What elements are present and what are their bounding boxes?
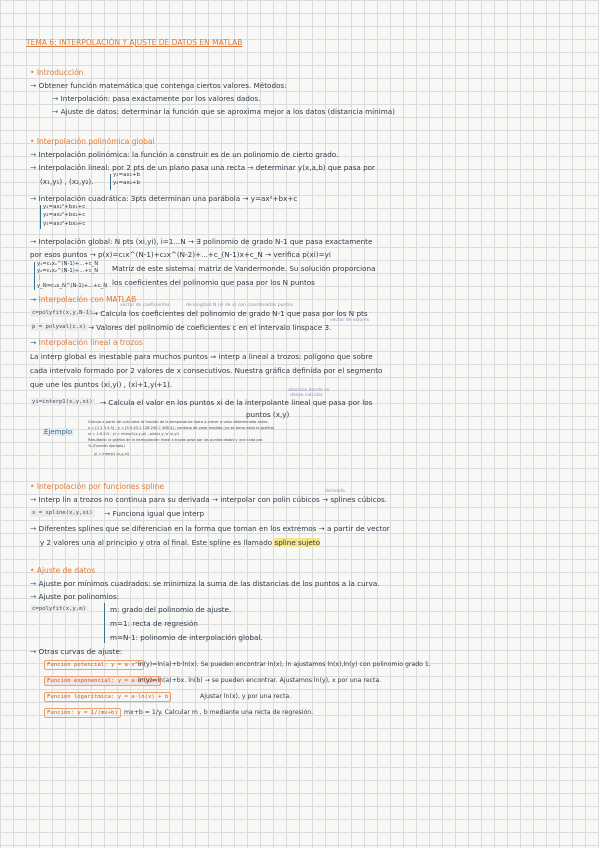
piecewise-line-2: cada intervalo formado por 2 valores de x consecutivos. Nuestra gráfica definida por el segmento: [30, 366, 383, 375]
code-interp1: yi=interp1(x,y,xi): [32, 399, 93, 405]
interp1-desc-2: puntos (x,y): [246, 410, 290, 419]
bullet-icon: •: [30, 482, 37, 491]
section-fit-heading: [30, 566, 95, 575]
system-3-eq-1: y₁=c₁x₁^(N-1)+...+c_N: [37, 261, 99, 267]
section-piecewise-heading: [30, 338, 143, 347]
annotation-length: de longitud N (el de x) con coordenadas puntos: [186, 303, 294, 308]
annotation-abscissa-1: abscisas donde se: [288, 388, 330, 393]
spline-line-1: [30, 495, 387, 504]
annotation-derivative: derivada: [325, 489, 345, 494]
code-polyfit: c=polyfit(x,y,N-1): [32, 310, 93, 316]
arrow-icon: →: [30, 163, 39, 172]
section-spline-title: Interpolación por funciones spline: [36, 482, 165, 491]
arrow-icon: →: [30, 524, 39, 533]
fit-line-1: [30, 579, 380, 588]
arrow-icon: →: [52, 94, 61, 103]
code-polyfit-m: c=polyfit(x,y,m): [32, 606, 86, 612]
spline-line-2-text: Funciona igual que interp: [112, 509, 205, 518]
fit-line-2-text: Ajuste por polinomios:: [38, 592, 120, 601]
fit-line-1-text: Ajuste por mínimos cuadrados: se minimiza la suma de las distancias de los puntos a la curva.: [38, 579, 380, 588]
system-2-eq-1: y₁=ax₁²+bx₁+c: [43, 204, 86, 210]
intro-line-1-text: Obtener función matemática que contenga ciertos valores. Métodos:: [38, 81, 287, 90]
intro-line-1: [30, 81, 287, 90]
section-global-title: Interpolación polinómica global: [36, 137, 155, 146]
fit-line-3-text: Otras curvas de ajuste:: [38, 647, 123, 656]
exponential-desc: ln(y)=ln(a)+bx. ln(b) → se pueden encontrar. Ajustamos ln(y), x por una recta.: [138, 677, 382, 684]
spline-line-3: [30, 524, 390, 533]
fit-line-3: [30, 647, 122, 656]
section-fit-title: Ajuste de datos: [36, 566, 96, 575]
arrow-icon: →: [104, 509, 113, 518]
arrow-icon: →: [30, 81, 39, 90]
intro-line-2-text: Interpolación: pasa exactamente por los valores dados.: [60, 94, 261, 103]
arrow-icon: →: [30, 150, 39, 159]
arrow-icon: →: [30, 592, 39, 601]
code-polyval: p = polyval(c,x): [32, 324, 86, 330]
code-spline: s = spline(x,y,xi): [32, 510, 93, 516]
arrow-icon: →: [30, 495, 39, 504]
polyval-desc: → Valores del polinomio de coeficientes c en el intervalo linspace 3.: [88, 323, 332, 332]
bullet-icon: •: [30, 68, 37, 77]
potential-desc: ln(y)=ln(a)+b·ln(x). Se pueden encontrar ln(x), ln ajustamos ln(x),ln(y) con polinomio grado 1.: [138, 661, 431, 668]
arrow-icon: →: [30, 295, 39, 304]
spline-line-1-text: Interp lin a trozos no continua para su derivada → interpolar con polin cúbicos → splines cúbicos.: [38, 495, 388, 504]
intro-line-2: [52, 94, 260, 103]
fit-m-3: m=N-1: polinomio de interpolación global.: [110, 633, 263, 642]
system-2-eq-2: y₂=ax₂²+bx₂+c: [43, 212, 86, 218]
code-logarithmic: Función logarítmica: y = a·ln(x) + b: [44, 692, 171, 702]
global-line-3: [30, 194, 297, 203]
reciprocal-desc: mx+b = 1/y. Calcular m , b mediante una recta de regresión.: [124, 709, 314, 716]
code-exponential: Función exponencial: y = a·e^(bx): [44, 676, 161, 686]
global-line-2b: (x₁,y₁) , (x₂,y₂).: [40, 177, 94, 186]
polyfit-desc: → Calcula los coeficientes del polinomio de grado N-1 que pasa por los N pts: [92, 309, 368, 318]
intro-line-3-text: Ajuste de datos: determinar la función que se aproxima mejor a los datos (distancia mínima): [60, 107, 395, 116]
global-line-4-text: Interpolación global: N pts (xi,yi), i=1...N → ∃ polinomio de grado N-1 que pasa exactamente: [38, 237, 373, 246]
piecewise-line-3: que une los puntos (xi,yi) , (xi+1,yi+1).: [30, 380, 173, 389]
piecewise-line-1: La interp global es inestable para muchos puntos ⇒ interp a lineal a trozos: polígono que sobre: [30, 352, 373, 361]
fit-line-2: [30, 592, 119, 601]
system-brace: [34, 262, 35, 290]
system-2-eq-3: y₃=ax₃²+bx₃+c: [43, 221, 86, 227]
arrow-icon: →: [30, 338, 39, 347]
global-line-2-text: Interpolación lineal: por 2 pts de un plano pasa una recta → determinar y(x,a,b) que pasa por: [38, 163, 376, 172]
example-line-4: Resultado: la gráfica de la interpolación lineal a trozos pasa por los puntos dados y une cada par.: [88, 438, 264, 442]
global-line-3-text: Interpolación cuadrática: 3pts determinan una parábola → y=ax²+bx+c: [38, 194, 298, 203]
section-intro-heading: [30, 68, 83, 77]
annotation-abscissa-2: desea calcular: [290, 393, 323, 398]
arrow-icon: →: [30, 647, 39, 656]
interp1-desc: → Calcula el valor en los puntos xi de la interpolante lineal que pasa por los: [100, 398, 373, 407]
arrow-icon: →: [30, 194, 39, 203]
bullet-icon: •: [30, 137, 37, 146]
global-line-1-text: Interpolación polinómica: la función a construir es de un polinomio de cierto grado.: [38, 150, 339, 159]
system-brace: [40, 205, 41, 229]
example-line-5: % (Función ejemplo): [88, 444, 125, 448]
highlight-spline-sujeto: spline sujeto: [274, 538, 320, 547]
annotation-values: vector de valores: [330, 318, 370, 323]
spline-line-2: [104, 509, 204, 518]
global-line-4: [30, 237, 372, 246]
system-1-eq-2: y₂=ax₂+b: [113, 180, 140, 186]
fit-m-2: m=1: recta de regresión: [110, 619, 198, 628]
example-line-1: Calcula a partir de cuál valor la función de la temperatura fuera a crecer a valor determinado antes.: [88, 420, 269, 424]
arrow-icon: →: [30, 579, 39, 588]
logarithmic-desc: Ajustar ln(x), y por una recta.: [200, 693, 292, 700]
system-3-eq-2: y₂=c₁x₂^(N-1)+...+c_N: [37, 268, 99, 274]
section-global-heading: [30, 137, 155, 146]
arrow-icon: →: [52, 107, 61, 116]
bullet-icon: •: [30, 566, 37, 575]
intro-line-3: [52, 107, 395, 116]
global-line-1: [30, 150, 338, 159]
spline-line-3-text: Diferentes splines que se diferencian en la forma que toman en los extremos → a partir de vector: [38, 524, 390, 533]
system-3-eq-3: ⋮: [37, 275, 43, 281]
section-matlab-title: Interpolación con MATLAB: [38, 295, 137, 304]
annotation-coef-vector: vector de coeficientes: [120, 303, 170, 308]
system-1-eq-1: y₁=ax₁+b: [113, 172, 140, 178]
example-line-6: yi = interp1 (x,y,xi): [94, 452, 129, 456]
arrow-icon: →: [30, 237, 39, 246]
example-line-2: x = [1 2 3 4 5] ; y = [5.5 43.1 128 290.7 498.4] ; ventana de valor medido (no se toma valor la grafica): [88, 426, 275, 430]
vandermonde-line-2: los coeficientes del polinomio que pasa por los N puntos: [112, 278, 315, 287]
section-intro-title: Introducción: [36, 68, 84, 77]
example-label: Ejemplo: [44, 428, 73, 436]
spline-line-4: [40, 538, 320, 547]
section-piecewise-title: Interpolación lineal a trozos: [38, 338, 143, 347]
code-reciprocal: Función: y = 1/(mx+b): [44, 708, 121, 718]
example-line-3: xi = 1:0.5:5 ; yi = interp1(x,y,xi) ; plot(x,y,'o',xi,yi): [88, 432, 179, 436]
fit-m-1: m: grado del polinomio de ajuste.: [110, 605, 232, 614]
system-brace: [110, 174, 111, 190]
section-spline-heading: [30, 482, 164, 491]
page-title: TEMA 6: INTERPOLACIÓN Y AJUSTE DE DATOS EN MATLAB: [26, 38, 243, 47]
vandermonde-line-1: Matriz de este sistema: matriz de Vandermonde. Su solución proporciona: [112, 264, 376, 273]
system-brace: [104, 603, 105, 643]
global-line-2: [30, 163, 375, 172]
system-3-eq-4: y_N=c₁x_N^(N-1)+...+c_N: [37, 283, 108, 289]
global-line-4b: por esos puntos → p(x)=c₁x^(N-1)+c₂x^(N-2)+...+c_(N-1)x+c_N → verifica p(xi)=yi: [30, 250, 331, 259]
spline-line-4-text: y 2 valores una al principio y otra al final. Este spline es llamado: [40, 538, 273, 547]
code-potential: Función potencial: y = a·x^b: [44, 660, 144, 670]
